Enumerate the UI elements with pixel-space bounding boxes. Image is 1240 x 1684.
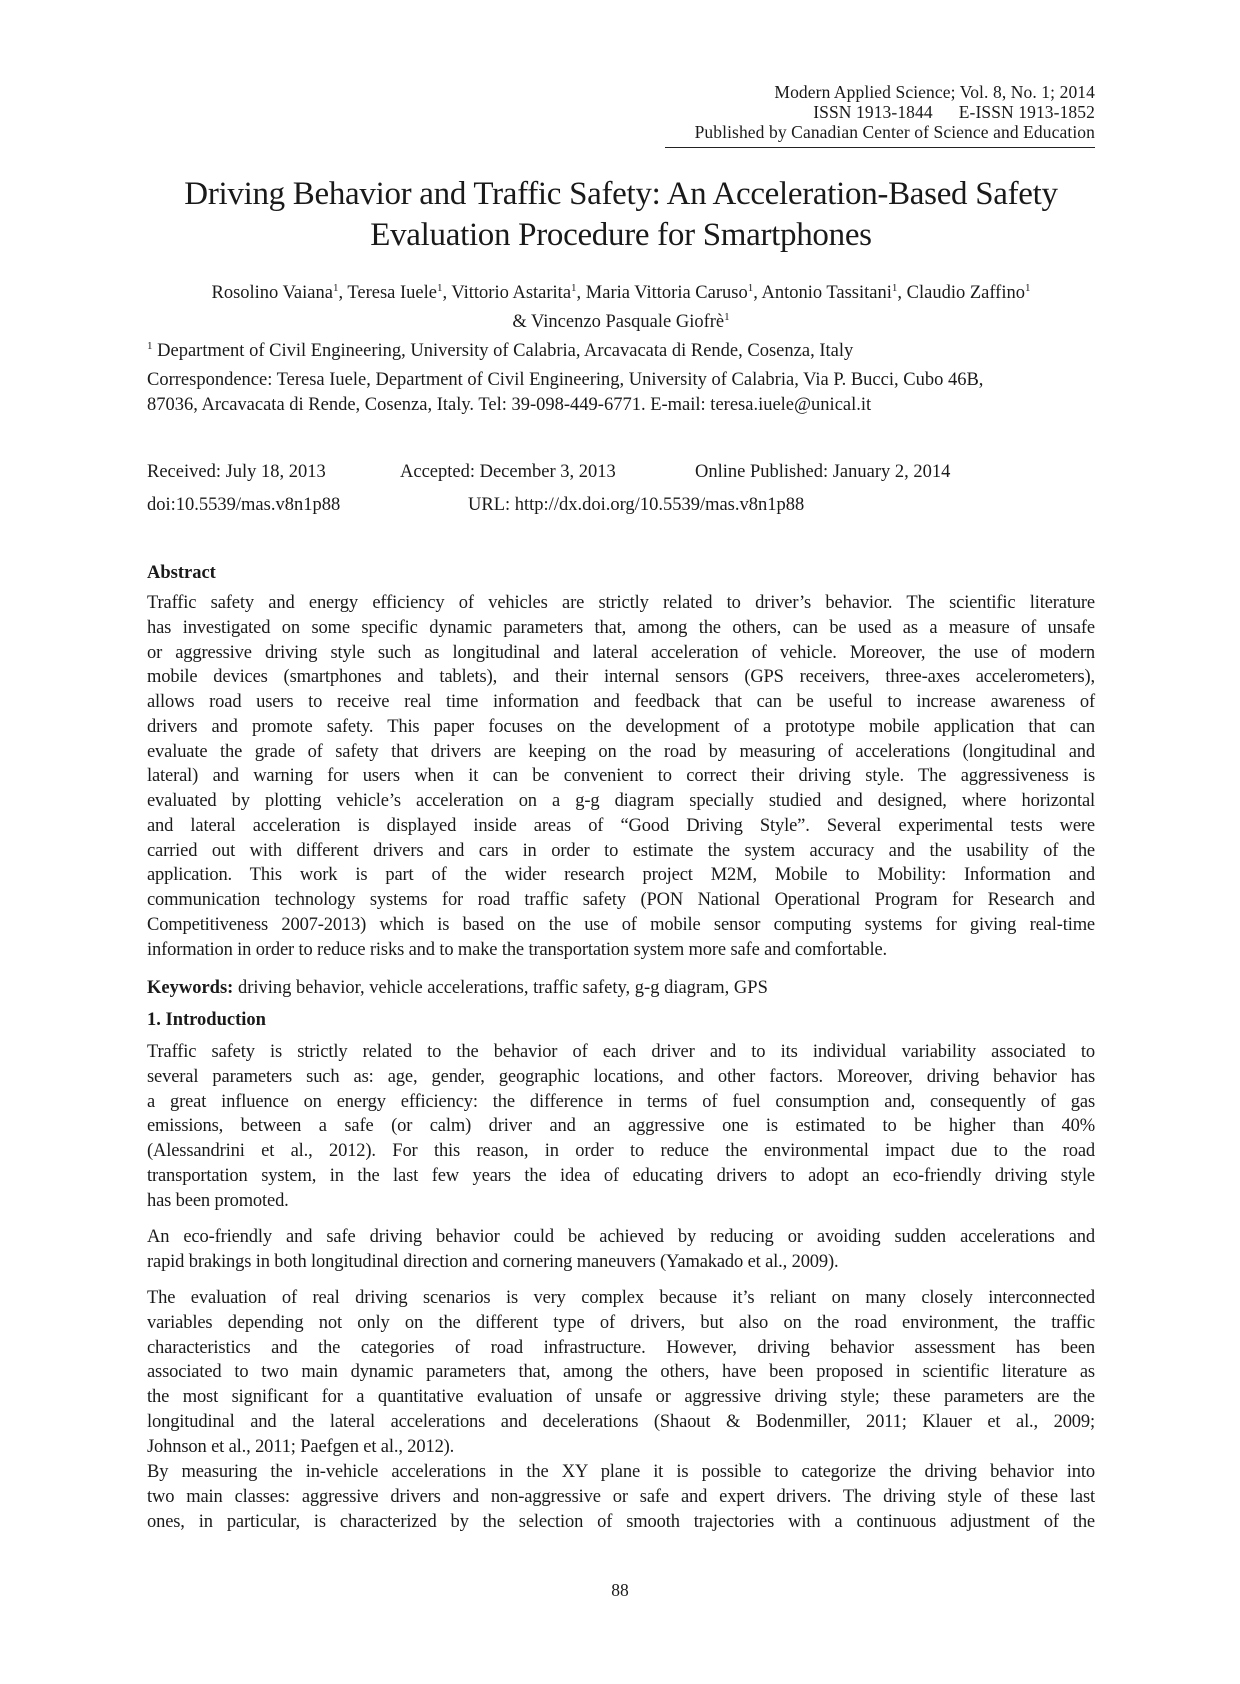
affiliation-marker: 1 xyxy=(1025,282,1031,294)
text-line: (Alessandrini et al., 2012). For this reason, in order to reduce the environmental impact due to the road xyxy=(147,1141,1095,1161)
text-line: rapid brakings in both longitudinal direction and cornering maneuvers (Yamakado et al., 2009). xyxy=(147,1251,839,1272)
accepted-date: Accepted: December 3, 2013 xyxy=(400,462,616,482)
author: Rosolino Vaiana xyxy=(211,283,333,304)
text-line: The evaluation of real driving scenarios is very complex because it’s reliant on many closely interconnected xyxy=(147,1288,1095,1308)
eissn: E-ISSN 1913-1852 xyxy=(958,102,1095,122)
text-line: the most significant for a quantitative evaluation of unsafe or aggressive driving style; these parameters are the xyxy=(147,1387,1095,1407)
text-line: lateral) and warning for users when it can be convenient to correct their driving style. The aggressiveness is xyxy=(147,766,1095,787)
text-line: mobile devices (smartphones and tablets), and their internal sensors (GPS receivers, three-axes accelerometers), xyxy=(147,667,1095,688)
text-line: Competitiveness 2007-2013) which is based on the use of mobile sensor computing systems for giving real-time xyxy=(147,914,1095,935)
affiliation-marker: 1 xyxy=(436,282,443,294)
paragraph xyxy=(147,1460,1095,1534)
paragraph xyxy=(147,1040,1095,1213)
issn-line xyxy=(695,102,1095,122)
text-line: or aggressive driving style such as longitudinal and lateral acceleration of vehicle. Moreover, the use of modern xyxy=(147,642,1095,663)
affiliation-marker: 1 xyxy=(147,340,153,352)
received-date: Received: July 18, 2013 xyxy=(147,462,326,482)
text-line: a great influence on energy efficiency: the difference in terms of fuel consumption and, consequently of gas xyxy=(147,1091,1095,1112)
text-line: variables depending not only on the different type of drivers, but also on the road environment, the traffic xyxy=(147,1312,1095,1333)
text-line: characteristics and the categories of road infrastructure. However, driving behavior assessment has been xyxy=(147,1337,1095,1358)
journal-info: Modern Applied Science; Vol. 8, No. 1; 2014 xyxy=(774,82,1095,102)
title-line-2: Evaluation Procedure for Smartphones xyxy=(370,217,872,253)
text-line: carried out with different drivers and cars in order to estimate the system accuracy and the usability of the xyxy=(147,840,1095,861)
text-line: An eco-friendly and safe driving behavior could be achieved by reducing or avoiding sudden accelerations and xyxy=(147,1227,1095,1247)
author: Claudio Zaffino xyxy=(906,283,1025,304)
affiliation-marker: 1 xyxy=(724,311,730,324)
text-line: Traffic safety is strictly related to the behavior of each driver and to its individual variability associated to xyxy=(147,1042,1095,1062)
paper-title xyxy=(147,174,1095,256)
issn: ISSN 1913-1844 xyxy=(813,102,933,122)
text-line: communication technology systems for road traffic safety (PON National Operational Program for Research and xyxy=(147,890,1095,910)
header-divider xyxy=(665,147,1095,148)
paragraph xyxy=(147,1286,1095,1459)
affiliation-marker: 1 xyxy=(332,282,339,294)
text-line: has been promoted. xyxy=(147,1190,289,1211)
correspondence xyxy=(147,368,1095,417)
section-heading-introduction: 1. Introduction xyxy=(147,1010,266,1030)
text-line: application. This work is part of the wider research project M2M, Mobile to Mobility: Information and xyxy=(147,865,1095,886)
doi: doi:10.5539/mas.v8n1p88 xyxy=(147,495,341,515)
title-line-1: Driving Behavior and Traffic Safety: An Acceleration-Based Safety xyxy=(184,176,1058,212)
affiliation-text: Department of Civil Engineering, University of Calabria, Arcavacata di Rende, Cosenza, Italy xyxy=(157,341,854,362)
affiliation-marker: 1 xyxy=(891,282,898,294)
text-line: and lateral acceleration is displayed inside areas of “Good Driving Style”. Several experimental tests were xyxy=(147,815,1095,836)
text-line: longitudinal and the lateral accelerations and decelerations (Shaout & Bodenmiller, 2011; Klauer et al., 2009; xyxy=(147,1411,1095,1432)
abstract-heading: Abstract xyxy=(147,563,216,583)
text-line: evaluate the grade of safety that drivers are keeping on the road by measuring of accelerations (longitudinal and xyxy=(147,741,1095,762)
text-line: information in order to reduce risks and to make the transportation system more safe and comfortable. xyxy=(147,939,888,960)
page-number: 88 xyxy=(611,1580,629,1600)
text-line: ones, in particular, is characterized by the selection of smooth trajectories with a continuous adjustment of the xyxy=(147,1511,1095,1532)
text-line: drivers and promote safety. This paper focuses on the development of a prototype mobile application that can xyxy=(147,716,1095,737)
abstract-body xyxy=(147,591,1095,962)
publication-dates xyxy=(147,460,1095,484)
author-line-1: Rosolino Vaiana$^1$, Teresa Iuele$^1$, Vittorio Astarita$^1$, Maria Vittoria Caruso$^1$, Antonio Tassitani$^1$, Claudio Zaffino$^1$ xyxy=(211,282,1031,304)
doi-url-link[interactable]: URL: http://dx.doi.org/10.5539/mas.v8n1p88 xyxy=(468,495,805,515)
keywords-text: driving behavior, vehicle accelerations, traffic safety, g-g diagram, GPS xyxy=(233,978,768,998)
text-line: evaluated by plotting vehicle’s acceleration on a g-g diagram specially studied and designed, where horizontal xyxy=(147,791,1095,811)
affiliation-marker: 1 xyxy=(747,282,754,294)
text-line: Johnson et al., 2011; Paefgen et al., 2012). xyxy=(147,1436,455,1457)
author: Maria Vittoria Caruso xyxy=(585,283,748,304)
author-line-2: & Vincenzo Pasquale Giofrè$^1$ xyxy=(512,311,730,333)
author: Teresa Iuele xyxy=(347,283,437,304)
running-header xyxy=(695,82,1095,142)
publisher: Published by Canadian Center of Science and Education xyxy=(694,122,1095,142)
text-line: emissions, between a safe (or calm) driver and an aggressive one is estimated to be higher than 40% xyxy=(147,1116,1095,1137)
affiliation-marker: 1 xyxy=(571,282,577,294)
text-line: Traffic safety and energy efficiency of vehicles are strictly related to driver’s behavior. The scientific literature xyxy=(147,593,1095,613)
text-line: several parameters such as: age, gender, geographic locations, and other factors. Moreover, driving behavior has xyxy=(147,1066,1095,1087)
published-date: Online Published: January 2, 2014 xyxy=(695,462,951,482)
affiliation xyxy=(147,334,1095,363)
keywords-label: Keywords: xyxy=(147,978,234,998)
author-list xyxy=(147,276,1095,334)
paragraph xyxy=(147,1225,1095,1275)
doi-line xyxy=(147,493,1095,517)
author: Vittorio Astarita xyxy=(451,283,572,304)
author: Antonio Tassitani xyxy=(761,283,892,304)
text-line: two main classes: aggressive drivers and non-aggressive or safe and expert drivers. The driving style of these last xyxy=(147,1486,1095,1507)
text-line: transportation system, in the last few years the idea of educating drivers to adopt an eco-friendly driving style xyxy=(147,1165,1095,1186)
author: Vincenzo Pasquale Giofrè xyxy=(531,312,725,333)
correspondence-line-2: 87036, Arcavacata di Rende, Cosenza, Italy. Tel: 39-098-449-6771. E-mail: teresa.iuele@unical.it xyxy=(147,394,872,415)
text-line: allows road users to receive real time information and feedback that can be useful to increase awareness of xyxy=(147,692,1095,712)
keywords xyxy=(147,976,1095,1000)
text-line: associated to two main dynamic parameters that, among the others, have been proposed in scientific literature as xyxy=(147,1362,1095,1383)
text-line: has investigated on some specific dynamic parameters that, among the others, can be used as a measure of unsafe xyxy=(147,617,1095,638)
correspondence-line-1: Correspondence: Teresa Iuele, Department of Civil Engineering, University of Calabria, Via P. Bucci, Cubo 46B, xyxy=(147,370,984,390)
text-line: By measuring the in-vehicle accelerations in the XY plane it is possible to categorize the driving behavior into xyxy=(147,1462,1095,1482)
